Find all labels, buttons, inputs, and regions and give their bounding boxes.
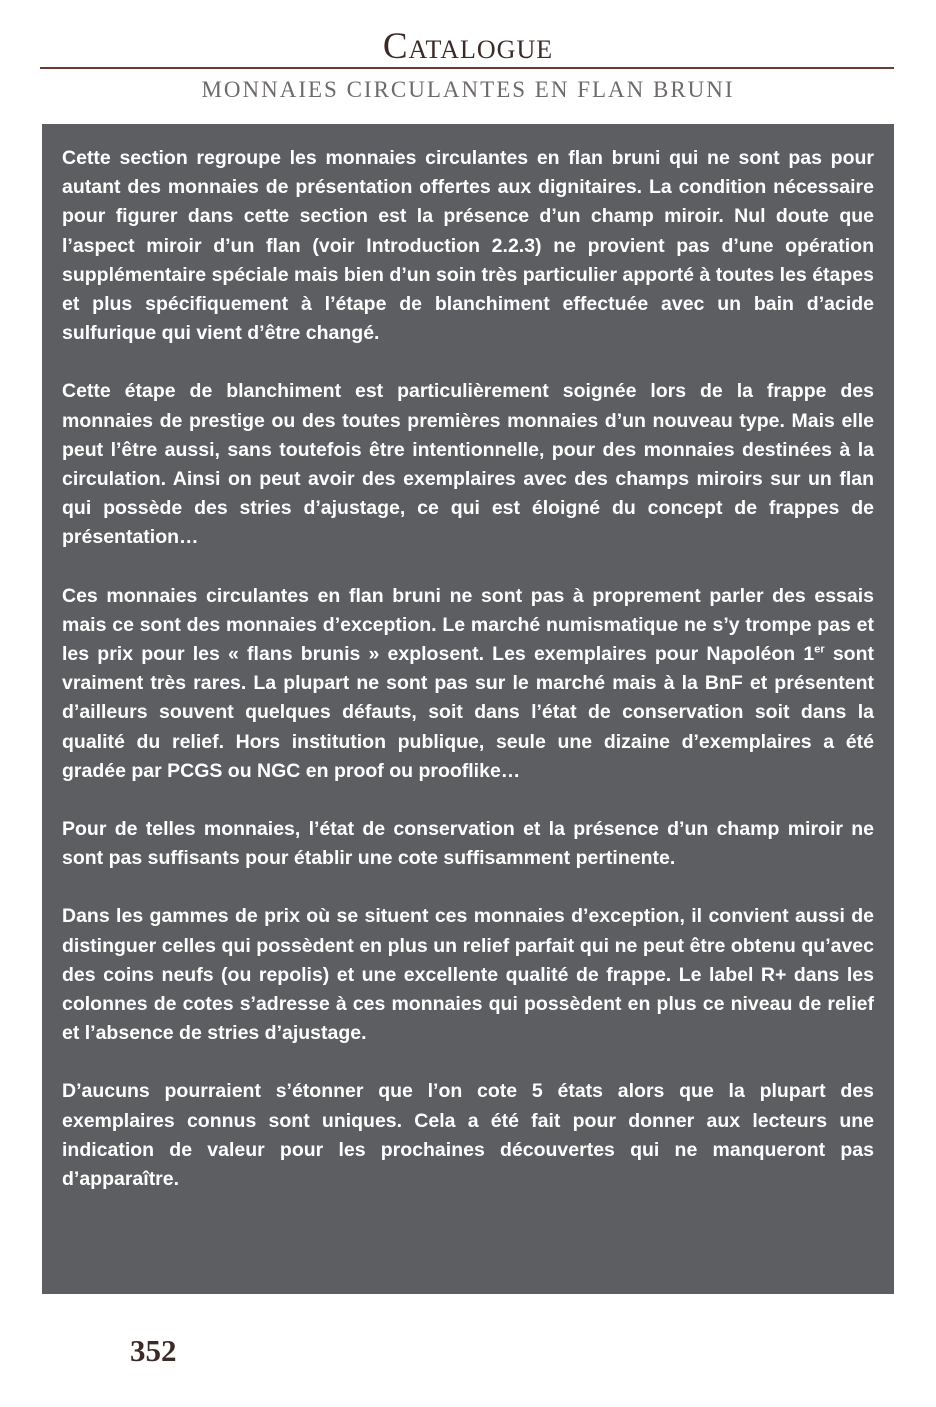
section-subtitle: MONNAIES CIRCULANTES EN FLAN BRUNI <box>201 77 735 102</box>
paragraph-5: Dans les gammes de prix où se situent ces monnaies d’exception, il convient aussi de distinguer celles qui possèdent en plus un relief parfait qui ne peut être obtenu qu’avec des coins neufs (ou repolis) et une excellente qualité de frappe. Le label R+ dans les colonnes de cotes s’adresse à ces monnaies qui possèdent en plus ce niveau de relief et l’absence de stries d’ajustage. <box>62 905 874 1045</box>
paragraph-2: Cette étape de blanchiment est particulièrement soignée lors de la frappe des monnaies de prestige ou des toutes premières monnaies d’un nouveau type. Mais elle peut l’être aussi, sans toutefois être intentionnelle, pour des monnaies destinées à la circulation. Ainsi on peut avoir des exemplaires avec des champs miroirs sur un flan qui possède des stries d’ajustage, ce qui est éloigné du concept de frappes de présentation… <box>62 380 874 549</box>
paragraph-3-part-1: Ces monnaies circulantes en flan bruni ne sont pas à proprement parler des essais mais ce sont des monnaies d’exception. Le marché numismatique ne s’y trompe pas et les prix pour les « flans brunis » explosent. Les exemplaires pour Napoléon 1 <box>62 584 874 666</box>
paragraph-6: D’aucuns pourraient s’étonner que l’on cote 5 états alors que la plupart des exemplaires connus sont uniques. Cela a été fait pour donner aux lecteurs une indication de valeur pour les prochaines découvertes qui ne manqueront pas d’apparaître. <box>62 1080 874 1191</box>
page-title: Catalogue <box>382 26 554 67</box>
text-panel <box>42 124 894 1294</box>
paragraph-3 <box>62 582 874 786</box>
page-number: 352 <box>130 1333 177 1368</box>
title-divider <box>40 67 894 69</box>
paragraph-3-part-2: sont vraiment très rares. La plupart ne sont pas sur le marché mais à la BnF et présentent d’ailleurs souvent quelques défauts, soit dans l’état de conservation soit dans la qualité du relief. Hors institution publique, seule une dizaine d’exemplaires a été gradée par PCGS ou NGC en proof ou prooflike… <box>62 643 874 782</box>
ordinal-superscript: er <box>814 643 825 656</box>
paragraph-4: Pour de telles monnaies, l’état de conservation et la présence d’un champ miroir ne sont pas suffisants pour établir une cote suffisamment pertinente. <box>62 818 874 870</box>
paragraph-1: Cette section regroupe les monnaies circulantes en flan bruni qui ne sont pas pour autant des monnaies de présentation offertes aux dignitaires. La condition nécessaire pour figurer dans cette section est la présence d’un champ miroir. Nul doute que l’aspect miroir d’un flan (voir Introduction 2.2.3) ne provient pas d’une opération supplémentaire spéciale mais bien d’un soin très particulier apporté à toutes les étapes et plus spécifiquement à l’étape de blanchiment effectuée avec un bain d’acide sulfurique qui vient d’être changé. <box>62 147 874 345</box>
